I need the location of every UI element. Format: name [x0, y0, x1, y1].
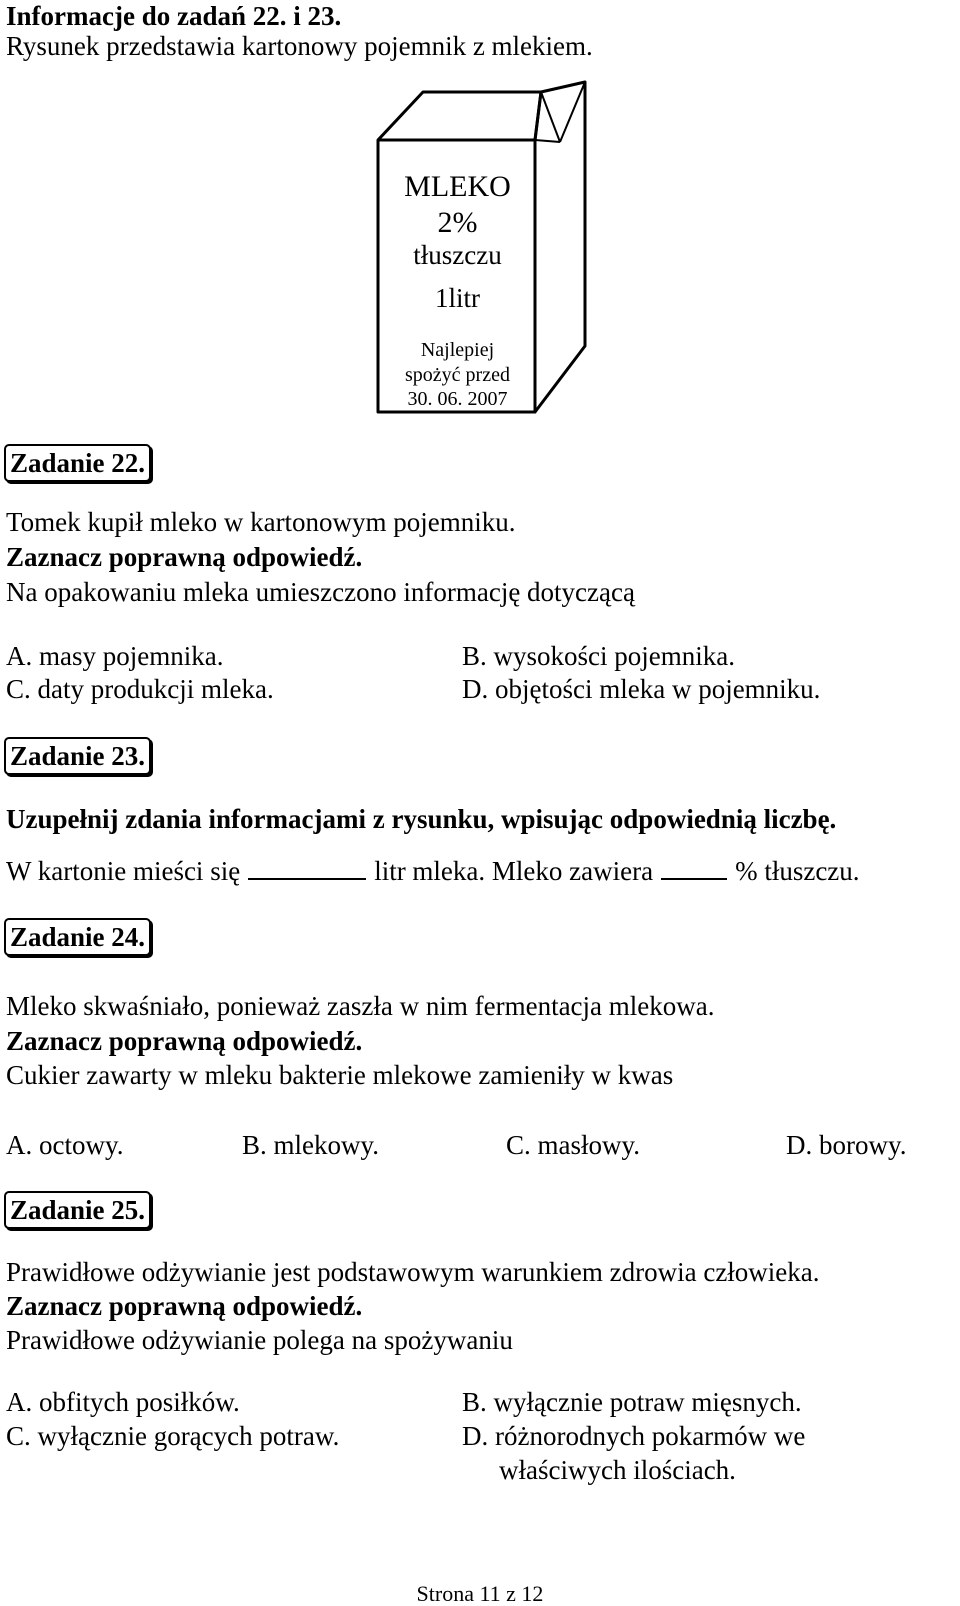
task-24-option-a[interactable]: A. octowy. — [6, 1130, 124, 1160]
task-25-question: Prawidłowe odżywianie polega na spożywaniu — [6, 1325, 513, 1355]
carton-product-name: MLEKO — [404, 170, 511, 203]
task-25-option-a[interactable]: A. obfitych posiłków. — [6, 1387, 240, 1417]
task-22-option-b[interactable]: B. wysokości pojemnika. — [462, 641, 735, 671]
task-24-option-d[interactable]: D. borowy. — [786, 1130, 907, 1160]
carton-fat-label: tłuszczu — [413, 240, 502, 270]
carton-fat-percent: 2% — [437, 206, 478, 239]
task-22-question: Na opakowaniu mleka umieszczono informację dotyczącą — [6, 577, 635, 607]
info-intro: Rysunek przedstawia kartonowy pojemnik z mlekiem. — [6, 31, 593, 61]
page-number: Strona 11 z 12 — [416, 1581, 544, 1606]
task-25-text: Prawidłowe odżywianie jest podstawowym warunkiem zdrowia człowieka. — [6, 1257, 820, 1287]
task-23-part3: % tłuszczu. — [735, 856, 860, 886]
task-24-option-c[interactable]: C. masłowy. — [506, 1130, 640, 1160]
task-22-option-a[interactable]: A. masy pojemnika. — [6, 641, 224, 671]
task-23-part2: litr mleka. Mleko zawiera — [374, 856, 654, 886]
carton-best-before-date: 30. 06. 2007 — [407, 388, 508, 410]
task-24-label: Zadanie 24. — [4, 918, 151, 956]
carton-best-before-2: spożyć przed — [405, 364, 510, 386]
task-24-text: Mleko skwaśniało, ponieważ zaszła w nim fermentacja mlekowa. — [6, 991, 715, 1021]
task-22-option-c[interactable]: C. daty produkcji mleka. — [6, 674, 274, 704]
answer-blank-volume[interactable] — [248, 877, 366, 880]
task-24-option-b[interactable]: B. mlekowy. — [242, 1130, 379, 1160]
carton-best-before-1: Najlepiej — [420, 339, 495, 361]
task-23-instruction: Uzupełnij zdania informacjami z rysunku, wpisując odpowiednią liczbę. — [6, 804, 837, 834]
info-title: Informacje do zadań 22. i 23. — [6, 1, 342, 31]
task-23-label: Zadanie 23. — [4, 737, 151, 775]
task-22-instruction: Zaznacz poprawną odpowiedź. — [6, 542, 363, 572]
task-25-option-d-continued: właściwych ilościach. — [499, 1455, 736, 1485]
task-25-option-d[interactable]: D. różnorodnych pokarmów we — [462, 1421, 806, 1451]
task-25-option-c[interactable]: C. wyłącznie gorących potraw. — [6, 1421, 340, 1451]
task-25-instruction: Zaznacz poprawną odpowiedź. — [6, 1291, 363, 1321]
carton-volume: 1litr — [435, 283, 480, 313]
task-22-label: Zadanie 22. — [4, 444, 151, 482]
task-24-question: Cukier zawarty w mleku bakterie mlekowe zamieniły w kwas — [6, 1060, 674, 1090]
task-24-instruction: Zaznacz poprawną odpowiedź. — [6, 1026, 363, 1056]
task-23-part1: W kartonie mieści się — [6, 856, 241, 886]
answer-blank-fat[interactable] — [661, 877, 727, 880]
task-25-option-b[interactable]: B. wyłącznie potraw mięsnych. — [462, 1387, 802, 1417]
task-23-sentence — [6, 855, 860, 887]
task-25-label: Zadanie 25. — [4, 1191, 151, 1229]
task-22-option-d[interactable]: D. objętości mleka w pojemniku. — [462, 674, 821, 704]
task-22-text: Tomek kupił mleko w kartonowym pojemniku. — [6, 507, 516, 537]
